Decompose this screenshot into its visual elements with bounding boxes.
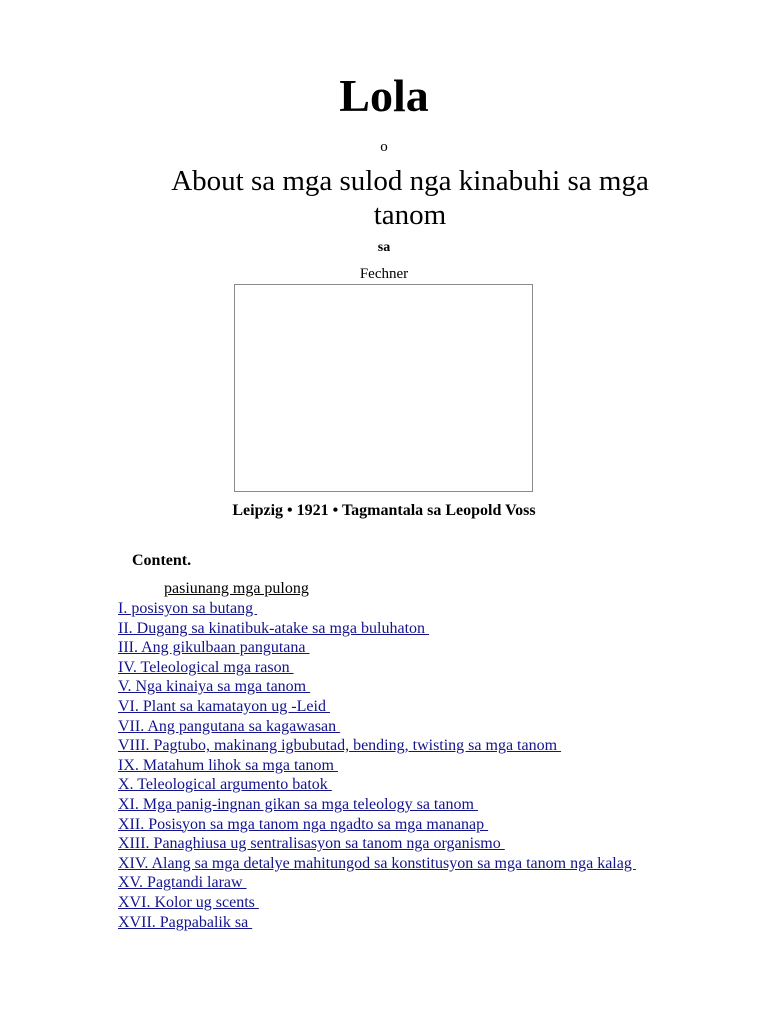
list-item [118,638,678,658]
chapter-link[interactable]: X. Teleological argumento batok [118,776,332,794]
list-item [118,873,678,893]
chapter-link[interactable]: III. Ang gikulbaan pangutana [118,639,310,657]
chapter-link[interactable]: XI. Mga panig-ingnan gikan sa mga teleology sa tanom [118,795,478,813]
list-item [118,619,678,639]
chapter-link[interactable]: V. Nga kinaiya sa mga tanom [118,678,311,696]
list-item [118,697,678,717]
chapter-link[interactable]: VII. Ang pangutana sa kagawasan [118,717,341,735]
chapter-link[interactable]: VIII. Pagtubo, makinang igbubutad, bending, twisting sa mga tanom [118,737,562,755]
chapter-link[interactable]: I. posisyon sa butang [118,600,258,617]
chapter-link[interactable]: XIV. Alang sa mga detalye mahitungod sa konstitusyon sa mga tanom nga kalag [118,854,636,872]
list-item [118,756,678,776]
byline-preposition: sa [377,240,391,255]
chapter-link[interactable]: XII. Posisyon sa mga tanom nga ngadto sa mga mananap [118,815,489,833]
preface-link[interactable]: pasiunang mga pulong [164,580,309,597]
chapter-link[interactable]: XV. Pagtandi laraw [118,874,247,892]
list-item [118,893,678,913]
chapter-link[interactable]: IV. Teleological mga rason [118,658,294,676]
author-name: Fechner [359,266,409,282]
list-item [118,658,678,678]
chapter-link[interactable]: XIII. Panaghiusa ug sentralisasyon sa tanom nga organismo [118,835,505,853]
list-item [118,736,678,756]
list-item [118,815,678,835]
list-item [118,677,678,697]
chapter-link[interactable]: IX. Matahum lihok sa mga tanom [118,756,338,774]
chapter-link[interactable]: VI. Plant sa kamatayon ug -Leid [118,697,330,715]
list-item [118,834,678,854]
list-item [118,717,678,737]
chapter-link[interactable]: II. Dugang sa kinatibuk-atake sa mga buluhaton [118,619,430,637]
title-conjunction: o [380,139,388,155]
book-subtitle: About sa mga sulod nga kinabuhi sa mga tanom [171,165,649,231]
frontispiece-image-placeholder [234,284,533,492]
table-of-contents [118,599,678,932]
chapter-link[interactable]: XVI. Kolor ug scents [118,893,259,911]
list-item [118,854,678,874]
book-title: Lola [339,70,429,121]
publisher-imprint: Leipzig • 1921 • Tagmantala sa Leopold Voss [232,502,536,519]
list-item [118,795,678,815]
list-item [118,913,678,933]
list-item [118,775,678,795]
list-item [118,599,678,619]
contents-heading: Content. [132,552,192,569]
chapter-link[interactable]: XVII. Pagpabalik sa [118,913,253,931]
